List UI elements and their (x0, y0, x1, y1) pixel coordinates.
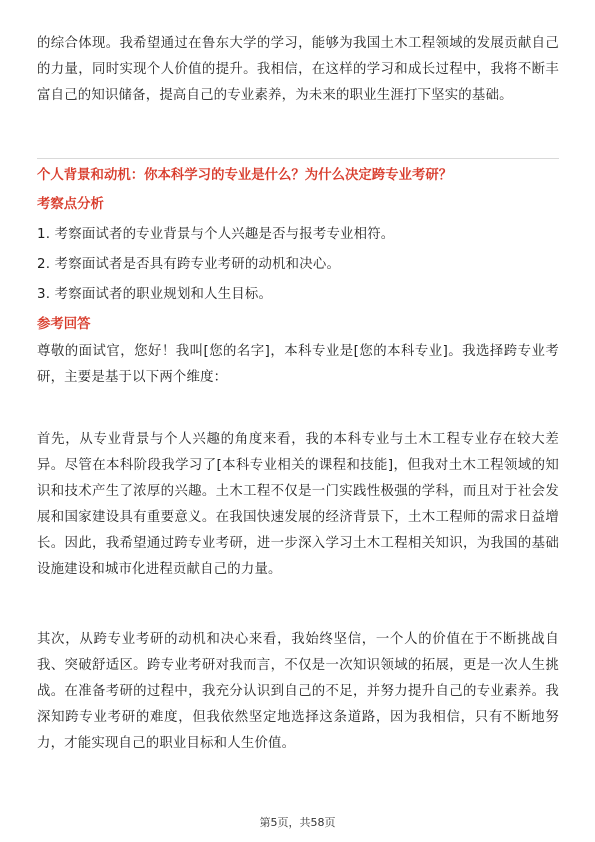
analysis-item: 3. 考察面试者的职业规划和人生目标。 (37, 287, 273, 302)
page-footer: 第5页，共58页 (259, 816, 336, 829)
analysis-title: 考察点分析 (37, 197, 104, 212)
section-divider (37, 158, 559, 159)
analysis-list (37, 220, 559, 310)
analysis-item: 2. 考察面试者是否具有跨专业考研的动机和决心。 (37, 257, 341, 272)
question-heading: 个人背景和动机：你本科学习的专业是什么？为什么决定跨专业考研？ (37, 168, 453, 183)
analysis-item: 1. 考察面试者的专业背景与个人兴趣是否与报考专业相符。 (37, 227, 395, 242)
answer-paragraph-first: 首先，从专业背景与个人兴趣的角度来看，我的本科专业与土木工程专业存在较大差异。尽管在本科阶段我学习了[本科专业相关的课程和技能]，但我对土木工程领域的知识和技术产生了浓厚的兴趣。土木工程不仅是一门实践性极强的学科，而且对于社会发展和国家建设具有重要意义。在我国快速发展的经济背景下，土木工程师的需求日益增长。因此，我希望通过跨专业考研，进一步深入学习土木工程相关知识，为我国的基础设施建设和城市化进程贡献自己的力量。 (37, 432, 559, 577)
intro-paragraph: 的综合体现。我希望通过在鲁东大学的学习，能够为我国土木工程领域的发展贡献自己的力量，同时实现个人价值的提升。我相信，在这样的学习和成长过程中，我将不断丰富自己的知识储备，提高自己的专业素养，为未来的职业生涯打下坚实的基础。 (37, 36, 559, 103)
answer-title: 参考回答 (37, 317, 91, 332)
answer-paragraph-greeting: 尊敬的面试官，您好！我叫[您的名字]，本科专业是[您的本科专业]。我选择跨专业考研，主要是基于以下两个维度： (37, 344, 559, 385)
answer-paragraph-second: 其次，从跨专业考研的动机和决心来看，我始终坚信，一个人的价值在于不断挑战自我、突破舒适区。跨专业考研对我而言，不仅是一次知识领域的拓展，更是一次人生挑战。在准备考研的过程中，我充分认识到自己的不足，并努力提升自己的专业素养。我深知跨专业考研的难度，但我依然坚定地选择这条道路，因为我相信，只有不断地努力，才能实现自己的职业目标和人生价值。 (37, 632, 559, 751)
